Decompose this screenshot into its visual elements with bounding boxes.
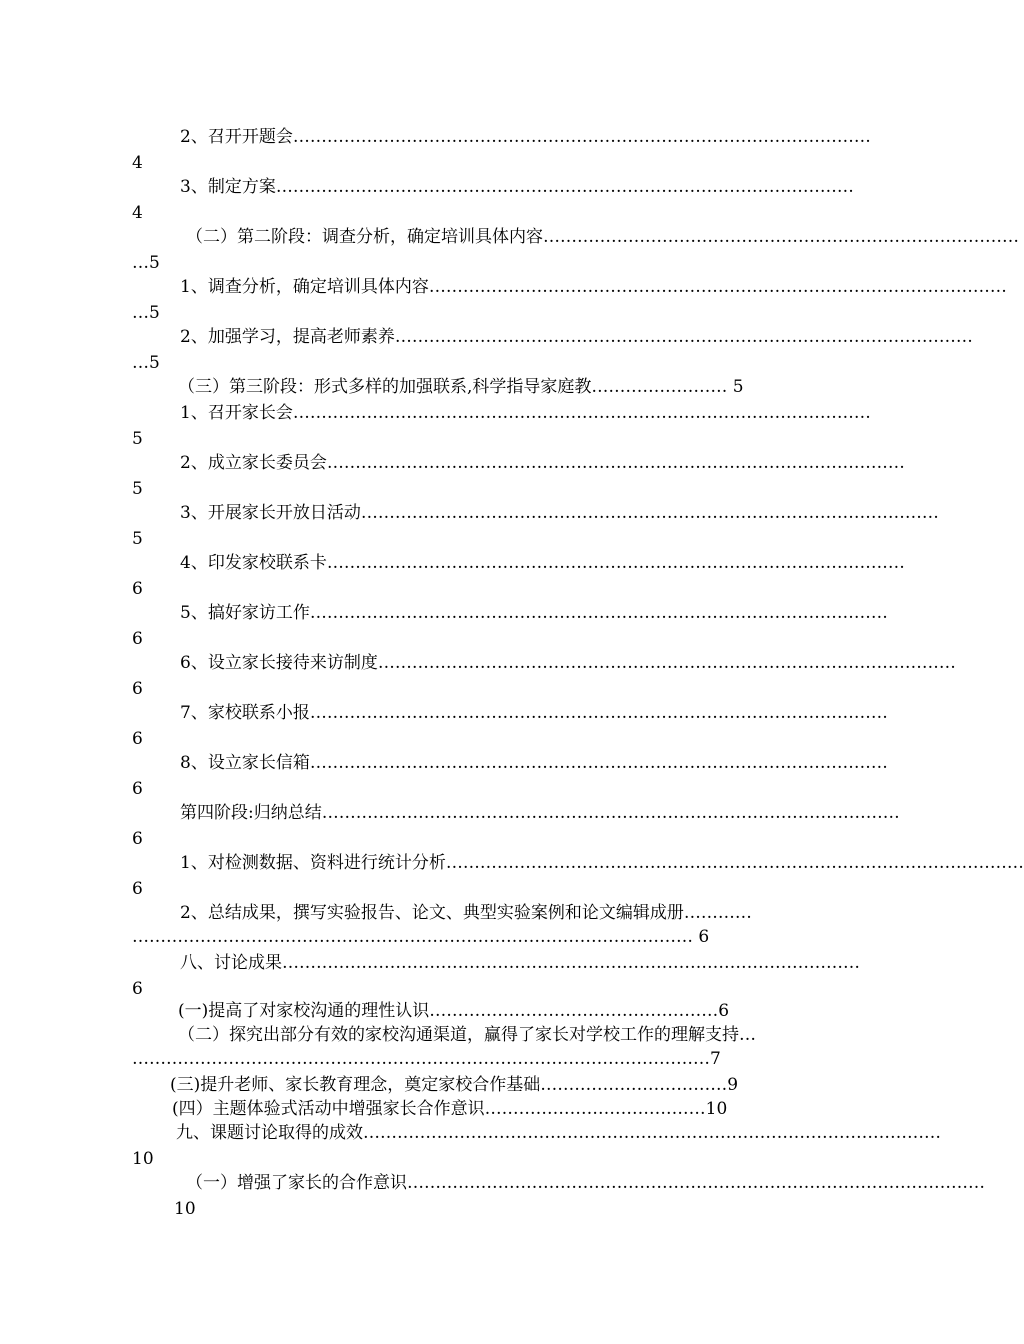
toc-page-number: …5 <box>132 253 160 273</box>
toc-page-number: 6 <box>132 579 143 599</box>
toc-page-number: 6 <box>132 979 143 999</box>
toc-entry[interactable]: 2、召开开题会………………………………………………………………………………………… <box>180 127 871 147</box>
toc-entry[interactable]: (一)提高了对家校沟通的理性认识……………………………………………6 <box>178 1001 730 1021</box>
toc-page-number: 6 <box>132 879 143 899</box>
toc-page-number: …5 <box>132 353 160 373</box>
toc-entry[interactable]: 2、总结成果，撰写实验报告、论文、典型实验案例和论文编辑成册………… <box>180 903 752 923</box>
toc-page-number: 10 <box>174 1199 196 1219</box>
toc-page-number: 6 <box>132 779 143 799</box>
toc-entry[interactable]: (四）主题体验式活动中增强家长合作意识…………………………………10 <box>172 1099 728 1119</box>
toc-page-number: 6 <box>132 679 143 699</box>
toc-entry[interactable]: 九、课题讨论取得的成效………………………………………………………………………………………… <box>176 1123 941 1143</box>
toc-entry[interactable]: 5、搞好家访工作………………………………………………………………………………………… <box>180 603 888 623</box>
toc-entry[interactable]: 1、调查分析，确定培训具体内容………………………………………………………………………………………… <box>180 277 1007 297</box>
toc-entry[interactable]: 2、成立家长委员会………………………………………………………………………………………… <box>180 453 905 473</box>
toc-page-number: ……………………………………………………………………………………… 6 <box>132 927 710 947</box>
toc-page-number: 5 <box>132 429 143 449</box>
toc-page-number: 5 <box>132 529 143 549</box>
toc-page-number: 10 <box>132 1149 154 1169</box>
toc-entry[interactable]: 八、讨论成果………………………………………………………………………………………… <box>180 953 860 973</box>
toc-page-number: 5 <box>132 479 143 499</box>
toc-entry[interactable]: （二）第二阶段：调查分析，确定培训具体内容………………………………………………………………………… <box>186 227 1019 247</box>
toc-entry[interactable]: （二）探究出部分有效的家校沟通渠道，赢得了家长对学校工作的理解支持… <box>178 1025 756 1045</box>
toc-page-number: 6 <box>132 829 143 849</box>
toc-page-number: …………………………………………………………………………………………7 <box>132 1049 721 1069</box>
toc-page-number: 4 <box>132 203 143 223</box>
toc-page-number: …5 <box>132 303 160 323</box>
toc-page-number: 6 <box>132 629 143 649</box>
toc-entry[interactable]: 6、设立家长接待来访制度………………………………………………………………………………………… <box>180 653 956 673</box>
toc-entry[interactable]: 第四阶段:归纳总结………………………………………………………………………………………… <box>180 803 900 823</box>
toc-entry[interactable]: （一）增强了家长的合作意识………………………………………………………………………………………… <box>186 1173 985 1193</box>
toc-entry[interactable]: 2、加强学习，提高老师素养………………………………………………………………………………………… <box>180 327 973 347</box>
toc-entry[interactable]: 1、对检测数据、资料进行统计分析………………………………………………………………………………………… <box>180 853 1024 873</box>
toc-entry[interactable]: 3、开展家长开放日活动………………………………………………………………………………………… <box>180 503 939 523</box>
toc-entry[interactable]: 4、印发家校联系卡………………………………………………………………………………………… <box>180 553 905 573</box>
toc-entry[interactable]: 3、制定方案………………………………………………………………………………………… <box>180 177 854 197</box>
toc-entry[interactable]: (三)提升老师、家长教育理念，奠定家校合作基础……………………………9 <box>170 1075 739 1095</box>
toc-entry[interactable]: 1、召开家长会………………………………………………………………………………………… <box>180 403 871 423</box>
toc-page-number: 4 <box>132 153 143 173</box>
toc-entry[interactable]: 7、家校联系小报………………………………………………………………………………………… <box>180 703 888 723</box>
toc-entry[interactable]: （三）第三阶段：形式多样的加强联系,科学指导家庭教…………………… 5 <box>178 377 744 397</box>
toc-page-number: 6 <box>132 729 143 749</box>
toc-entry[interactable]: 8、设立家长信箱………………………………………………………………………………………… <box>180 753 888 773</box>
